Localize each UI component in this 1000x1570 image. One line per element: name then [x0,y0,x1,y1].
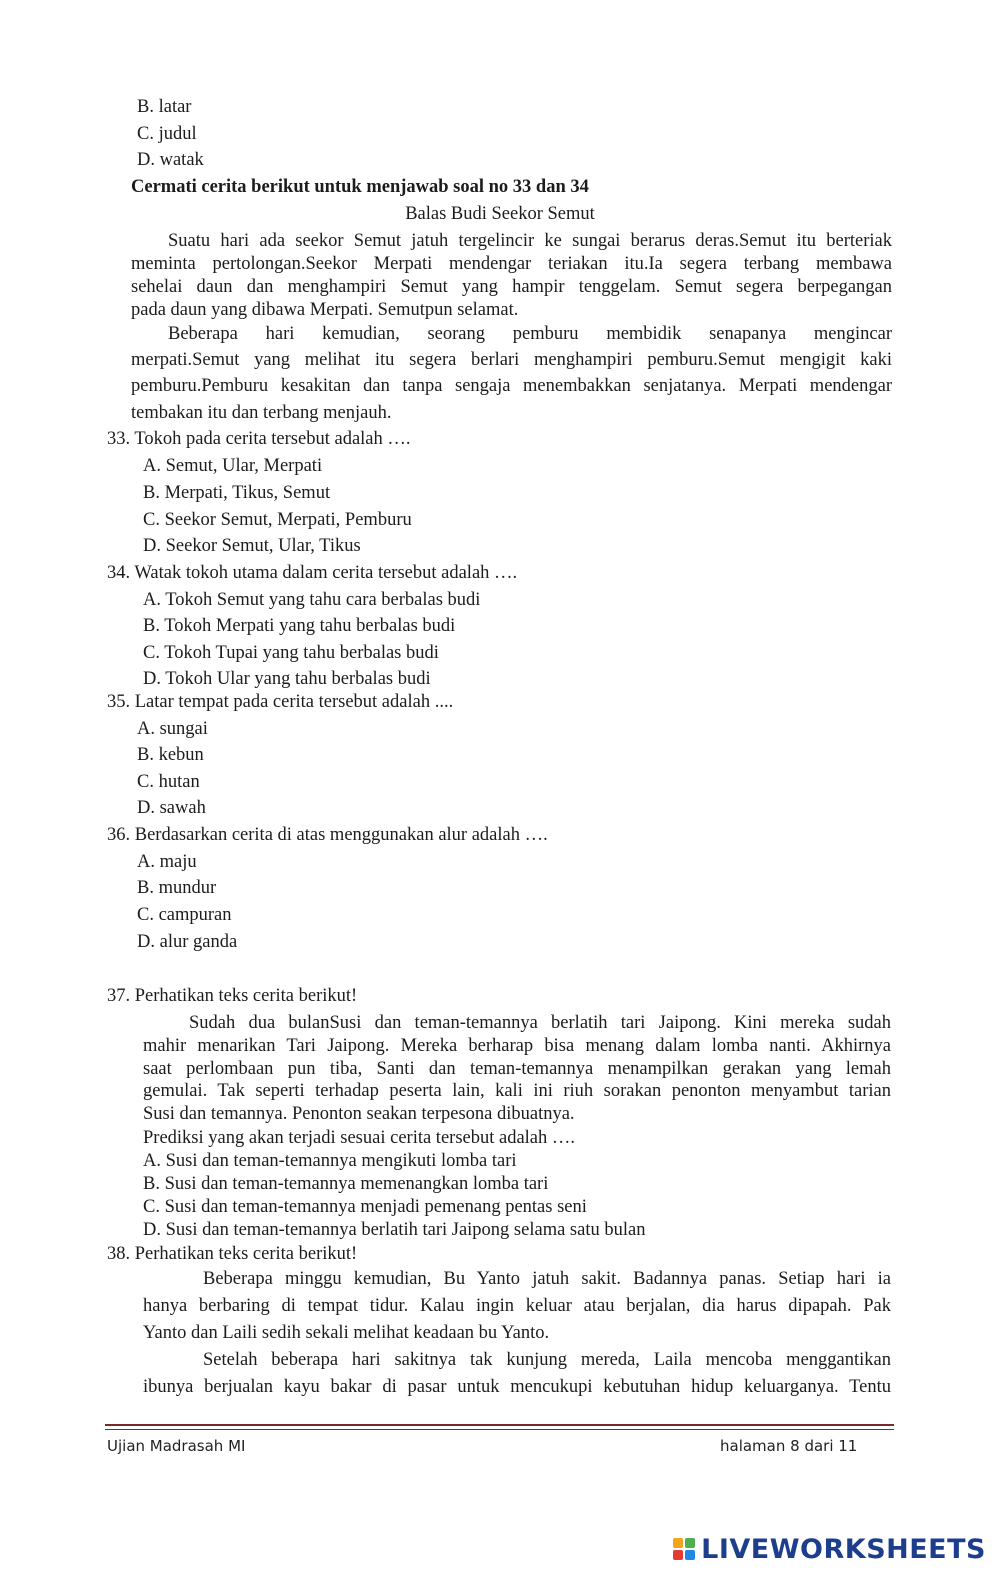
liveworksheets-logo-icon [673,1538,695,1560]
story1-line: pada daun yang dibawa Merpati. Semutpun selamat. [131,300,519,320]
q38-story-line: ibunya berjualan kayu bakar di pasar untuk mencukupi kebutuhan hidup keluarganya. Tentu [143,1377,891,1397]
question-38: 38. Perhatikan teks cerita berikut! [107,1244,358,1264]
q38-story-line: Setelah beberapa hari sakitnya tak kunjung mereda, Laila mencoba menggantikan [203,1350,891,1370]
story1-line: sehelai daun dan menghampiri Semut yang hampir tenggelam. Semut segera berpegangan [131,277,892,297]
q37-story-line: mahir menarikan Tari Jaipong. Mereka berharap bisa menang dalam lomba nanti. Akhirnya [143,1036,891,1056]
story-title: Balas Budi Seekor Semut [405,204,595,224]
q37-story-line: saat perlombaan pun tiba, Santi dan teman-temannya menampilkan gerakan yang lemah [143,1059,891,1079]
q34-option-c: C. Tokoh Tupai yang tahu berbalas budi [143,643,439,663]
story1-line: meminta pertolongan.Seekor Merpati mendengar teriakan itu.Ia segera terbang membawa [131,254,892,274]
question-34: 34. Watak tokoh utama dalam cerita tersebut adalah …. [107,563,518,583]
question-35: 35. Latar tempat pada cerita tersebut adalah .... [107,692,454,712]
q37-option-d: D. Susi dan teman-temannya berlatih tari Jaipong selama satu bulan [143,1220,646,1240]
q37-option-b: B. Susi dan teman-temannya memenangkan lomba tari [143,1174,549,1194]
q37-question: Prediksi yang akan terjadi sesuai cerita tersebut adalah …. [143,1128,576,1148]
option-d-watak: D. watak [137,150,204,170]
q36-option-c: C. campuran [137,905,232,925]
q33-option-c: C. Seekor Semut, Merpati, Pemburu [143,510,412,530]
q35-option-b: B. kebun [137,745,204,765]
q36-option-a: A. maju [137,852,197,872]
q36-option-b: B. mundur [137,878,217,898]
question-36: 36. Berdasarkan cerita di atas menggunakan alur adalah …. [107,825,548,845]
story1-line: Beberapa hari kemudian, seorang pemburu membidik senapanya mengincar [168,324,892,344]
footer-rule [105,1424,894,1426]
q37-story-line: Susi dan temannya. Penonton seakan terpesona dibuatnya. [143,1104,575,1124]
q37-option-c: C. Susi dan teman-temannya menjadi pemenang pentas seni [143,1197,587,1217]
q36-option-d: D. alur ganda [137,932,238,952]
q37-story-line: Sudah dua bulanSusi dan teman-temannya berlatih tari Jaipong. Kini mereka sudah [189,1013,891,1033]
q33-option-b: B. Merpati, Tikus, Semut [143,483,331,503]
q35-option-d: D. sawah [137,798,206,818]
q38-story-line: Yanto dan Laili sedih sekali melihat keadaan bu Yanto. [143,1323,550,1343]
story1-line: merpati.Semut yang melihat itu segera berlari menghampiri pemburu.Semut mengigit kaki [131,350,892,370]
option-b-latar: B. latar [137,97,192,117]
footer-exam-name: Ujian Madrasah MI [107,1437,246,1455]
q34-option-a: A. Tokoh Semut yang tahu cara berbalas budi [143,590,481,610]
q37-option-a: A. Susi dan teman-temannya mengikuti lomba tari [143,1151,517,1171]
q34-option-d: D. Tokoh Ular yang tahu berbalas budi [143,669,431,689]
question-33: 33. Tokoh pada cerita tersebut adalah …. [107,429,411,449]
story1-line: Suatu hari ada seekor Semut jatuh tergelincir ke sungai berarus deras.Semut itu berteriak [168,231,892,251]
story1-line: pemburu.Pemburu kesakitan dan tanpa sengaja menembakkan senjatanya. Merpati mendengar [131,376,892,396]
instruction: Cermati cerita berikut untuk menjawab soal no 33 dan 34 [131,177,589,197]
footer-page-number: halaman 8 dari 11 [720,1437,858,1455]
q35-option-c: C. hutan [137,772,200,792]
q38-story-line: hanya berbaring di tempat tidur. Kalau ingin keluar atau berjalan, dia harus dipapah. Pak [143,1296,891,1316]
q37-story-line: gemulai. Tak seperti terhadap peserta lain, kali ini riuh sorakan penonton menyambut tarian [143,1081,891,1101]
q34-option-b: B. Tokoh Merpati yang tahu berbalas budi [143,616,456,636]
q38-story-line: Beberapa minggu kemudian, Bu Yanto jatuh sakit. Badannya panas. Setiap hari ia [203,1269,891,1289]
q33-option-d: D. Seekor Semut, Ular, Tikus [143,536,361,556]
liveworksheets-brand [673,1534,986,1564]
option-c-judul: C. judul [137,124,197,144]
story1-line: tembakan itu dan terbang menjauh. [131,403,392,423]
footer-rule-thin [105,1429,894,1430]
question-37: 37. Perhatikan teks cerita berikut! [107,986,358,1006]
brand-text: LIVEWORKSHEETS [701,1533,986,1565]
q35-option-a: A. sungai [137,719,208,739]
q33-option-a: A. Semut, Ular, Merpati [143,456,323,476]
